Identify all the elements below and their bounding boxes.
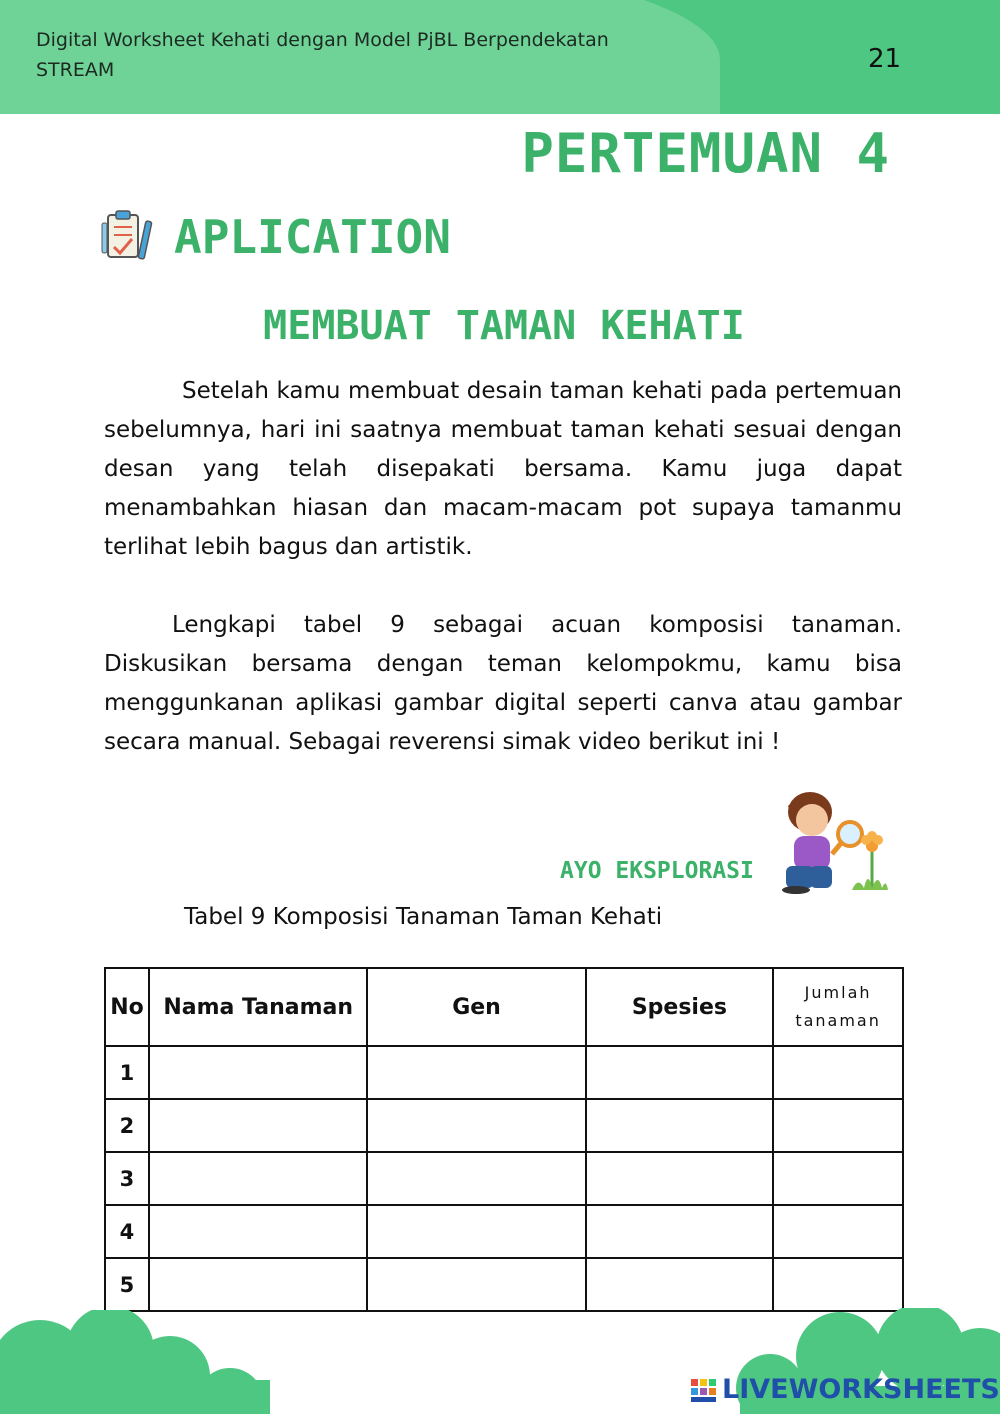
left-bush-decoration [0,1310,270,1414]
meeting-title: PERTEMUAN 4 [521,122,890,185]
species-cell[interactable] [586,1152,774,1205]
page-number: 21 [868,44,902,74]
table-row [105,1152,903,1205]
row-number: 1 [105,1046,149,1099]
gen-cell[interactable] [367,1152,585,1205]
explore-label: AYO EKSPLORASI [560,858,754,884]
plant-name-cell[interactable] [149,1258,367,1311]
table-row [105,1205,903,1258]
row-number: 3 [105,1152,149,1205]
header-plant-count-line1: Jumlah [804,983,872,1002]
table-caption: Tabel 9 Komposisi Tanaman Taman Kehati [184,904,663,930]
row-number: 5 [105,1258,149,1311]
plant-count-cell[interactable] [773,1258,903,1311]
liveworksheets-logo-icon [690,1377,718,1403]
intro-paragraph: Setelah kamu membuat desain taman kehati pada pertemuan sebelumnya, hari ini saatnya membuat taman kehati sesuai dengan desan yang telah disepakati bersama. Kamu juga dapat menambahkan hiasan dan macam-macam pot supaya tamanmu terlihat lebih bagus dan artistik. [104,378,902,560]
species-cell[interactable] [586,1258,774,1311]
header-plant-count-line2: tanaman [795,1011,881,1030]
plant-count-cell[interactable] [773,1205,903,1258]
header-title-line2: STREAM [36,59,115,81]
plant-name-cell[interactable] [149,1046,367,1099]
header-gen: Gen [367,968,585,1046]
header-band [0,0,1000,114]
plant-name-cell[interactable] [149,1099,367,1152]
species-cell[interactable] [586,1046,774,1099]
checklist-icon [100,205,158,269]
header-title [36,25,696,85]
header-species: Spesies [586,968,774,1046]
table-header-row [105,968,903,1046]
gen-cell[interactable] [367,1205,585,1258]
row-number: 4 [105,1205,149,1258]
table-row [105,1046,903,1099]
row-number: 2 [105,1099,149,1152]
gen-cell[interactable] [367,1099,585,1152]
header-no: No [105,968,149,1046]
plant-name-cell[interactable] [149,1152,367,1205]
section-title: MEMBUAT TAMAN KEHATI [263,303,745,349]
plant-count-cell[interactable] [773,1152,903,1205]
plant-count-cell[interactable] [773,1099,903,1152]
species-cell[interactable] [586,1099,774,1152]
liveworksheets-watermark [690,1374,1000,1405]
species-cell[interactable] [586,1205,774,1258]
plant-name-cell[interactable] [149,1205,367,1258]
instruction-paragraph: Lengkapi tabel 9 sebagai acuan komposisi tanaman. Diskusikan bersama dengan teman kelompokmu, kamu bisa menggunkanan aplikasi gambar digital seperti canva atau gambar secara manual. Sebagai reverensi simak video berikut ini ! [104,612,902,755]
header-title-line1: Digital Worksheet Kehati dengan Model PjBL Berpendekatan [36,29,609,51]
application-heading [100,205,451,269]
header-plant-count [773,968,903,1046]
application-title: APLICATION [174,210,451,264]
gen-cell[interactable] [367,1046,585,1099]
table-row [105,1099,903,1152]
liveworksheets-wordmark: LIVEWORKSHEETS [722,1374,1000,1405]
header-plant-name: Nama Tanaman [149,968,367,1046]
composition-table [104,967,904,1312]
gen-cell[interactable] [367,1258,585,1311]
table-row [105,1258,903,1311]
plant-count-cell[interactable] [773,1046,903,1099]
kid-magnifier-illustration [780,790,890,895]
